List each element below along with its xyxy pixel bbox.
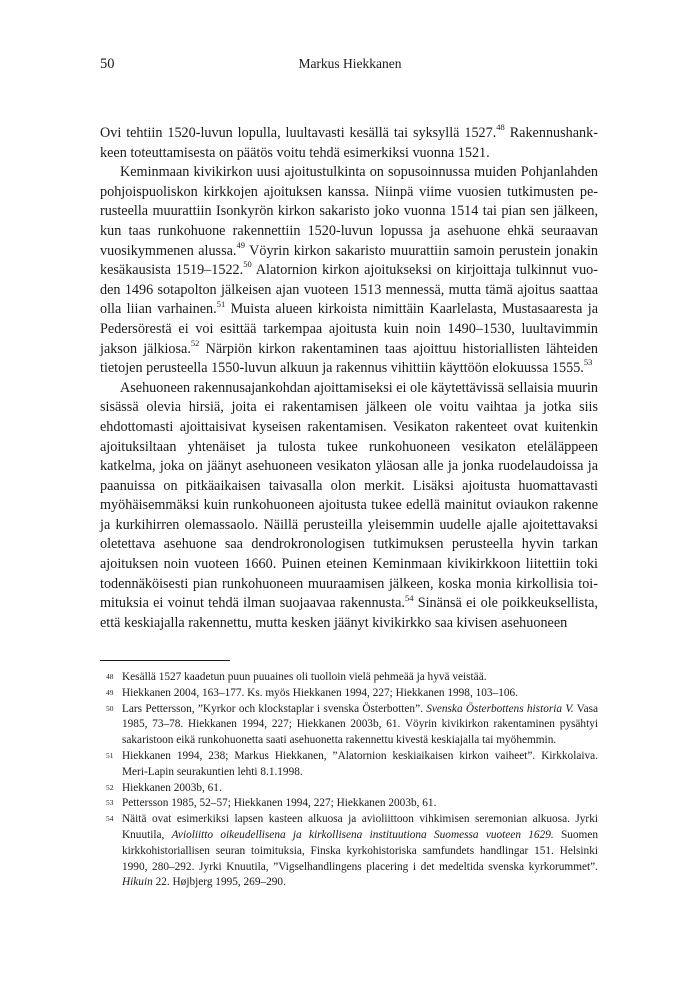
footnote-text: Hiekkanen 2003b, 61. bbox=[122, 781, 222, 794]
footnote-text: Hiekkanen 1994, 238; Markus Hiekkanen, ”Alatornion keskiaikaisen kirkon vaiheet”. Kirkkolaiva. Meri-Lapin seurakuntien lehti 8.1.1998. bbox=[122, 749, 598, 778]
text-span: Keminmaan kivikirkon uusi ajoitustulkinta on sopusoinnussa muiden Pohjanlahden pohjoispuoliskon kirkkojen ajoituksen kanssa. Niinpä viime vuosien tutkimusten perusteella muurattiin Isonkyrön kirkon sakaristo joko vuonna 1514 tai pian sen jälkeen, kun taas runkohuone rakennettiin 1520-luvun lopussa ja asehuone ehkä seuraavan vuosikymmenen alussa. bbox=[100, 164, 598, 259]
footnote-text: Suomen kirkkohistoriallisen seuran toimituksia, Finska kyrkohistoriska samfundets handlingar 151. Helsinki 1990, 280–292. Jyrki Knuutila, ”Vigselhandlingens placering i det medeltida svenska kyrkorummet”. bbox=[122, 828, 598, 873]
text-span: Närpiön kirkon rakentaminen taas ajoittuu historiallisten lähteiden tietojen perusteella 1550-luvun alkuun ja rakennus vihittiin käyttöön elokuussa 1555. bbox=[100, 340, 599, 377]
footnote bbox=[100, 796, 598, 812]
footnote-text: Hiekkanen 2004, 163–177. Ks. myös Hiekkanen 1994, 227; Hiekkanen 1998, 103–106. bbox=[122, 686, 518, 699]
paragraph bbox=[100, 379, 598, 634]
footnote-number: 53 bbox=[106, 798, 114, 808]
paragraph bbox=[100, 163, 598, 379]
footnote bbox=[100, 781, 598, 797]
footnote-text: Vasa 1985, 73–78. Hiekkanen 1994, 227; Hiekkanen 2003b, 61. Vöyrin kivikirkon rakentaminen pysähtyi sakaristoon eikä runkohuonetta saati asehuonetta rakennettu kivestä keskiajalla tai myöhemmin. bbox=[122, 702, 599, 747]
text-span: Muista alueen kirkoista nimittäin Kaarlelasta, Mustasaaresta ja Pedersörestä ei voi esittää tarkempaa ajoitusta kuin noin 1490–1530, luultavimmin jakson jälkiosa. bbox=[100, 301, 598, 357]
footnote-ref: 53 bbox=[583, 357, 593, 368]
text-span: Rakennushankkeen toteuttamisesta on päätös voitu tehdä esimerkiksi vuonna 1521. bbox=[100, 125, 598, 161]
footnote bbox=[100, 749, 598, 781]
text-span: Vöyrin kirkon sakaristo muurattiin samoin perustein jonakin kesäkausista 1519–1522. bbox=[100, 242, 598, 279]
body-text bbox=[100, 124, 598, 633]
text-span: Alatornion kirkon ajoitukseksi on kirjoittaja tulkinnut vuoden 1496 sotapolton jälkeisen ajan vuoteen 1513 mennessä, mutta tämä ajoitus saattaa olla liian varhainen. bbox=[100, 262, 598, 318]
paragraph bbox=[100, 124, 598, 163]
footnote-number: 52 bbox=[106, 782, 114, 792]
footnote-ref: 52 bbox=[190, 337, 200, 348]
footnote bbox=[100, 702, 598, 749]
footnote-ref: 48 bbox=[496, 122, 505, 133]
footnote-text: Kesällä 1527 kaadetun puun puuaines oli tuolloin vielä pehmeää ja hyvä veistää. bbox=[122, 671, 487, 683]
footnote-title: Avioliitto oikeudellisena ja kirkollisena instituutiona Suomessa vuoteen 1629. bbox=[171, 828, 554, 841]
footnote-text: 22. Højbjerg 1995, 269–290. bbox=[152, 876, 286, 889]
footnote-number: 51 bbox=[106, 750, 114, 760]
text-span: Asehuoneen rakennusajankohdan ajoittamiseksi ei ole käytettävissä sellaisia muurin sisässä olevia hirsiä, joita ei rakentamisen jälkeen ole voitu vaihtaa ja jotka siis ehdottomasti ajoittaisivat kyseisen rakentamisen. Vesikaton rakenteet ovat kuitenkin ajoituksiltaan yhtenäiset ja tulosta tukee runkohuoneen vesikaton eteläläppeen katkelma, joka on jäänyt asehuoneen vesikaton yläosan alle ja jonka ruodelaudoissa ja paanuissa on pitkäaikaisen taivasalla olon merkit. Lisäksi ajoitusta huomattavasti myöhäisemmäksi kuin runkohuoneen ajoitusta tukee edellä mainitut oviaukon rakenne ja kurkihirren olemassaolo. Näillä perusteilla yleisemmin uudelle ajalle ajoitettavaksi oletettava asehuone saa dendrokronologisen tutkimuksen perusteella hyvin tarkan ajoituksen noin vuoteen 1660. Puinen eteinen Keminmaan kivikirkkoon liitettiin toki todennäköisesti pian runkohuoneen muuraamisen jälkeen, koska monia kirkollisia toimituksia ei voinut tehdä ilman suojaavaa rakennusta. bbox=[100, 379, 598, 612]
footnote-ref: 50 bbox=[243, 259, 252, 270]
footnotes bbox=[100, 670, 598, 891]
footnote-title: Svenska Österbottens historia V. bbox=[426, 702, 574, 715]
footnote-ref: 49 bbox=[236, 239, 245, 250]
text-span: Sinänsä ei ole poikkeuksellista, että keskiajalla rakennettu, mutta kesken jäänyt kivikirkko saa kivisen asehuoneen bbox=[100, 595, 598, 631]
footnote bbox=[100, 812, 598, 891]
footnote-text: Lars Pettersson, ”Kyrkor och klockstaplar i svenska Österbotten”. bbox=[122, 702, 427, 715]
footnote-number: 50 bbox=[106, 703, 114, 713]
footnote bbox=[100, 686, 598, 702]
footnote-text: Pettersson 1985, 52–57; Hiekkanen 1994, 227; Hiekkanen 2003b, 61. bbox=[122, 797, 437, 810]
text-span: Ovi tehtiin 1520-luvun lopulla, luultavasti kesällä tai syksyllä 1527. bbox=[100, 125, 497, 141]
page-number: 50 bbox=[100, 56, 115, 72]
footnote-text: Näitä ovat esimerkiksi lapsen kasteen alkuosa ja avioliittoon vihkimisen seremonian alkuosa. Jyrki Knuutila, bbox=[122, 813, 598, 841]
footnote-separator bbox=[100, 660, 230, 661]
footnote bbox=[100, 670, 598, 686]
footnote-title: Hikuin bbox=[122, 876, 153, 889]
footnote-number: 48 bbox=[106, 672, 114, 681]
running-head-author: Markus Hiekkanen bbox=[298, 56, 402, 71]
footnote-number: 49 bbox=[106, 687, 114, 697]
footnote-ref: 51 bbox=[216, 298, 226, 309]
footnote-number: 54 bbox=[106, 814, 114, 824]
footnote-ref: 54 bbox=[404, 592, 414, 603]
